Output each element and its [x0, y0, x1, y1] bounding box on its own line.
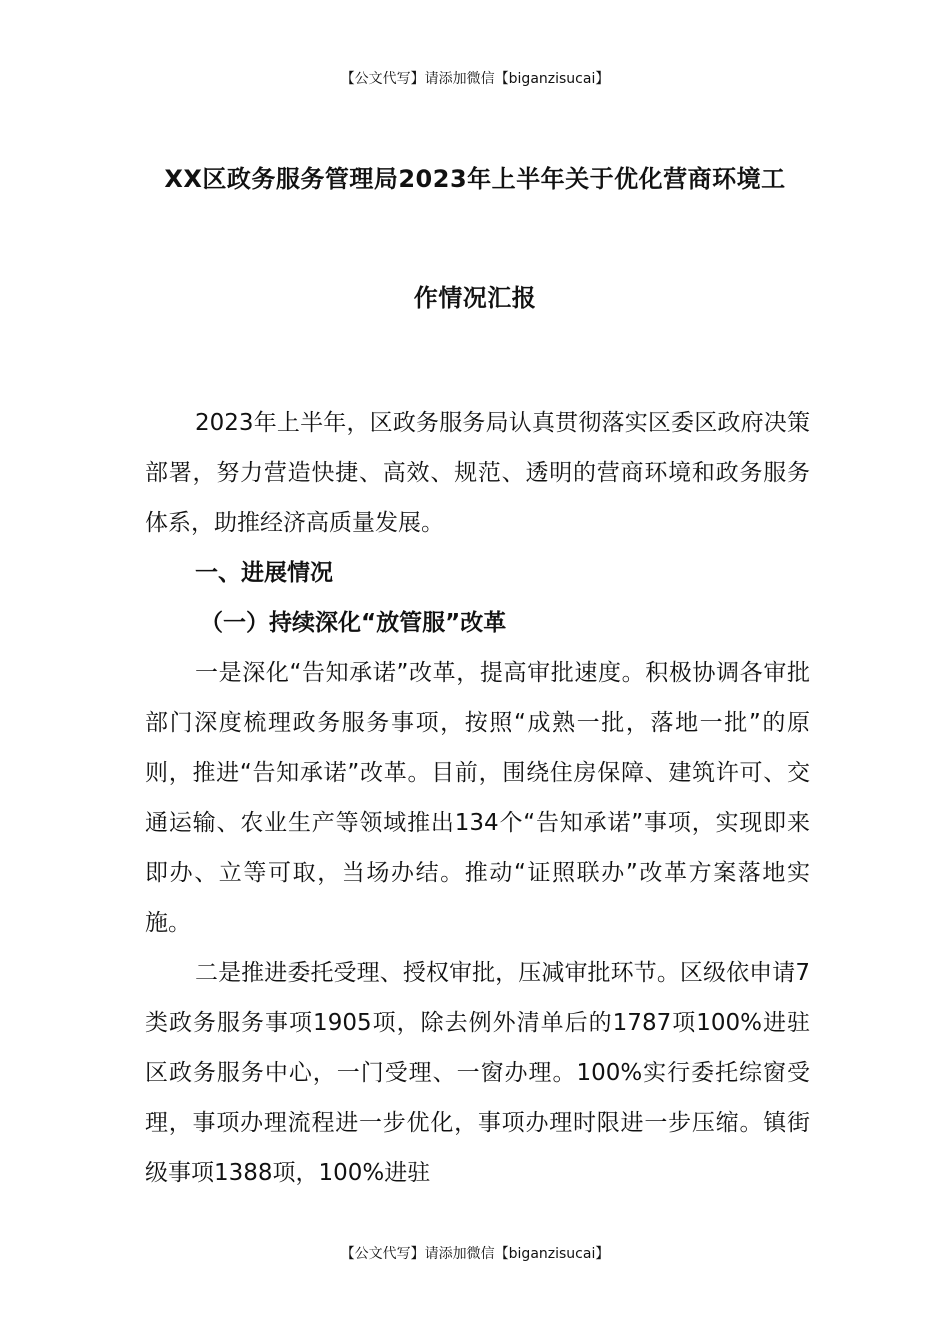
- document-body: [145, 398, 810, 1198]
- document-title-line-2: 作情况汇报: [413, 284, 537, 312]
- subsection-heading: （一）持续深化“放管服”改革: [200, 610, 507, 636]
- document-title-line-1: XX区政务服务管理局2023年上半年关于优化营商环境工: [164, 165, 786, 193]
- intro-paragraph: 2023年上半年，区政务服务局认真贯彻落实区委区政府决策部署，努力营造快捷、高效、规范、透明的营商环境和政务服务体系，助推经济高质量发展。: [145, 410, 810, 536]
- section-heading: 一、进展情况: [195, 560, 333, 586]
- body-paragraph-2: 二是推进委托受理、授权审批，压减审批环节。区级依申请7类政务服务事项1905项，除去例外清单后的1787项100%进驻区政务服务中心，一门受理、一窗办理。100%实行委托综窗受理，事项办理流程进一步优化，事项办理时限进一步压缩。镇街级事项1388项，100%进驻: [145, 960, 810, 1186]
- page-footer: 【公文代写】请添加微信【biganzisucai】: [340, 1246, 610, 1262]
- page-header: 【公文代写】请添加微信【biganzisucai】: [340, 71, 610, 87]
- body-paragraph-1: 一是深化“告知承诺”改革，提高审批速度。积极协调各审批部门深度梳理政务服务事项，按照“成熟一批，落地一批”的原则，推进“告知承诺”改革。目前，围绕住房保障、建筑许可、交通运输、农业生产等领域推出134个“告知承诺”事项，实现即来即办、立等可取，当场办结。推动“证照联办”改革方案落地实施。: [145, 660, 810, 936]
